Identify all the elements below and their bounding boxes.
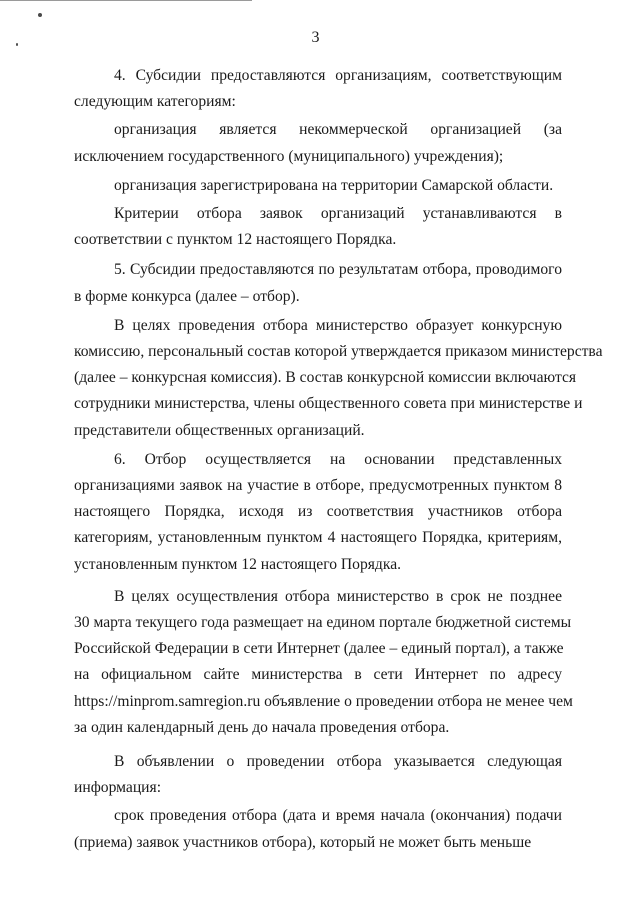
scan-speck (38, 13, 42, 17)
paragraph-line: 6. Отбор осуществляется на основании представленных (114, 450, 562, 468)
paragraph-line: В целях осуществления отбора министерство в срок не позднее (114, 587, 562, 605)
paragraph (74, 117, 562, 169)
paragraph-line: 5. Субсидии предоставляются по результатам отбора, проводимого (114, 261, 562, 279)
paragraph-line: В целях проведения отбора министерство образует конкурсную (114, 316, 562, 334)
paragraph (74, 749, 562, 801)
paragraph-line: В объявлении о проведении отбора указывается следующая (114, 753, 562, 771)
paragraph-line: на официальном сайте министерства в сети Интернет по адресу (74, 666, 562, 684)
paragraph-line: представители общественных организаций. (74, 421, 365, 439)
paragraph-line: https://minprom.samregion.ru объявление о проведении отбора не менее чем (74, 692, 573, 710)
paragraph-line: Российской Федерации в сети Интернет (далее – единый портал), а также (74, 640, 564, 658)
paragraph-line: в форме конкурса (далее – отбор). (74, 287, 300, 305)
paragraph-line: информация: (74, 779, 162, 797)
paragraph-line: организация зарегистрирована на территории Самарской области. (114, 176, 554, 194)
paragraph-line: исключением государственного (муниципального) учреждения); (74, 147, 504, 165)
paragraph-line: организациями заявок на участие в отборе, предусмотренных пунктом 8 (74, 477, 562, 495)
paragraph-line: организация является некоммерческой организацией (за (114, 121, 562, 139)
paragraph (74, 447, 562, 578)
paragraph-line: за один календарный день до начала проведения отбора. (74, 718, 450, 736)
paragraph-line: срок проведения отбора (дата и время начала (окончания) подачи (114, 807, 562, 825)
paragraph (74, 63, 562, 115)
document-body (74, 63, 603, 856)
paragraph-line: (приема) заявок участников отбора), который не может быть меньше (74, 833, 532, 851)
paragraph (74, 201, 562, 253)
paragraph (74, 803, 562, 855)
paragraph (74, 313, 603, 444)
scan-edge-line (0, 0, 252, 1)
paragraph-line: настоящего Порядка, исходя из соответствия участников отбора (74, 503, 562, 521)
paragraph-line: Критерии отбора заявок организаций устанавливаются в (114, 205, 562, 223)
paragraph-line: (далее – конкурсная комиссия). В состав конкурсной комиссии включаются (74, 369, 577, 387)
paragraph-line: сотрудники министерства, члены общественного совета при министерстве и (74, 395, 583, 413)
paragraph-line: соответствии с пунктом 12 настоящего Порядка. (74, 231, 397, 249)
paragraph-line: установленным пунктом 12 настоящего Порядка. (74, 555, 402, 573)
paragraph (74, 257, 562, 309)
page-number: 3 (311, 29, 320, 46)
paragraph-line: 4. Субсидии предоставляются организациям, соответствующим (114, 67, 562, 84)
paragraph (74, 173, 562, 199)
paragraph-line: 30 марта текущего года размещает на едином портале бюджетной системы (74, 614, 572, 632)
paragraph-line: категориям, установленным пунктом 4 настоящего Порядка, критериям, (74, 529, 562, 547)
paragraph-line: комиссию, персональный состав которой утверждается приказом министерства (74, 343, 603, 361)
paragraph-line: следующим категориям: (74, 93, 236, 111)
paragraph (74, 584, 573, 741)
